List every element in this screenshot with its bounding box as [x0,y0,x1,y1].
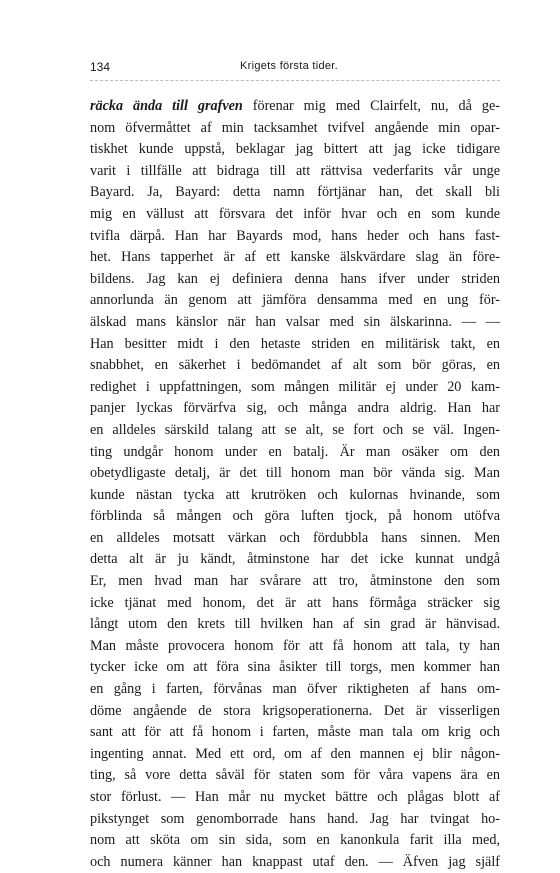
text-line: redighet i uppfattningen, som mången militär ej under 20 kam- [90,378,500,395]
text-line: kunde nästan tycka att krutröken och kulornas hvinande, som [90,486,500,503]
text-line: varit i tillfälle att bidraga till att rättvisa vederfarits vår unge [90,162,500,179]
text-line: detta alt är ju kändt, åtminstone har det icke kunnat undgå [90,551,500,568]
text-line: panjer lyckas förvärfva sig, och många andra aldrig. Han har [90,400,500,417]
text-line: Bayard. Ja, Bayard: detta namn förtjänar han, det skall bli [90,184,500,201]
text-line: ingenting annat. Med ett ord, om af den mannen ej blir någon- [90,745,500,762]
text-line: tycker icke om att föra sina åsikter till torgs, men kommer han [90,659,500,676]
text-line: snabbhet, en säkerhet i bedömandet af alt som bör göras, en [90,357,500,374]
text-line: ting undgår honom under en batalj. Är man osäker om den [90,443,500,460]
body-text [90,96,500,873]
text-line [90,96,500,118]
text-line-rest: förenar mig med Clairfelt, nu, då ge- [242,98,500,114]
text-line: ting, så vore detta såväl för staten som för våra vapens ära en [90,767,500,784]
text-line: het. Hans tapperhet är af ett kanske älskvärdare slag än före- [90,249,500,266]
text-line: döme angående de stora krigsoperationerna. Det är visserligen [90,702,500,719]
text-line: pikstynget som genomborrade hans hand. Jag har tvingat ho- [90,810,500,827]
text-line: och numera känner han knappast utaf den. — Äfven jag själf [90,853,500,870]
text-line: tvifla därpå. Han har Bayards mod, hans heder och hans fast- [90,227,500,244]
page-header [90,60,500,78]
text-line: långt utom den krets till hvilken han af sin grad är hänvisad. [90,616,500,633]
text-line: sant att för att få honom i farten, måste man tala om krig och [90,724,500,741]
text-line: Er, men hvad man har svårare att tro, åtminstone den som [90,573,500,590]
text-line: förblinda så mången och göra luften tjock, på honom utöfva [90,508,500,525]
text-line: en gång i farten, förvånas man öfver riktigheten af hans om- [90,681,500,698]
text-line: en alldeles motsatt värkan och fördubbla hans sinnen. Men [90,529,500,546]
text-line: älskad mans känslor när han valsar med sin älskarinna. — — [90,313,500,330]
text-line: nom öfvermåttet af min tacksamhet tvifvel angående min opar- [90,119,500,136]
running-title: Krigets första tider. [240,60,339,72]
text-line: Han besitter midt i den hetaste striden en militärisk takt, en [90,335,500,352]
text-line: mig en vällust att försvara det inför hvar och en som kunde [90,205,500,222]
text-line: bildens. Jag kan ej definiera denna hans ifver under striden [90,270,500,287]
text-line: tiskhet kunde uppstå, beklagar jag bittert att jag icke tidigare [90,141,500,158]
text-line: stor förlust. — Han mår nu mycket bättre och plågas blott af [90,789,500,805]
text-line: en alldeles särskild talang att se alt, se fort och se väl. Ingen- [90,421,500,438]
italic-lead: räcka ända till grafven [90,98,243,114]
text-line: annorlunda än genom att jämföra densamma med en ung för- [90,292,500,309]
text-line: Man måste provocera honom för att få honom att tala, ty han [90,637,500,654]
page-number: 134 [90,60,111,74]
text-line: nom att sköta om sin sida, som en kanonkula farit illa med, [90,832,500,849]
header-rule [90,80,500,81]
text-line: icke tjänat med honom, det är att hans förmåga sträcker sig [90,594,500,611]
text-line: obetydligaste detalj, är det till honom man bör vända sig. Man [90,465,500,482]
